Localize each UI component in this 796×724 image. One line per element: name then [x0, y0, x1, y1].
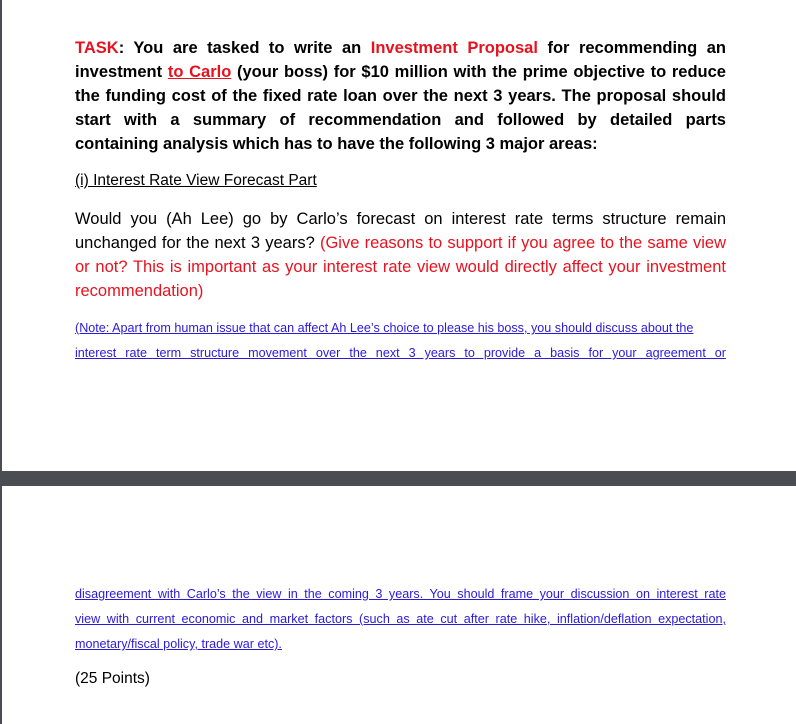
note-continued-block: [75, 582, 726, 657]
note-line-1: (Note: Apart from human issue that can affect Ah Lee’s choice to please his boss, you should discuss about the: [75, 321, 694, 335]
note-continued-line-3: monetary/fiscal policy, trade war etc).: [75, 637, 282, 651]
task-text-2: for recommending an investment: [75, 39, 726, 81]
task-label: TASK: [75, 39, 119, 57]
task-paragraph: [75, 36, 726, 156]
note-block: [75, 316, 726, 366]
points-wrap: [75, 670, 726, 688]
task-text-3: (your boss) for $10 million with the prime objective to reduce the funding cost of the fixed rate loan over the next 3 years. The proposal should start with a summary of recommendation and followed by detailed parts containing analysis which has to have the following 3 major areas:: [75, 63, 726, 153]
question-text: Would you (Ah Lee) go by Carlo’s forecast on interest rate terms structure remain unchanged for the next 3 years?: [75, 210, 726, 252]
task-colon: :: [118, 39, 125, 57]
document-page-1: [2, 0, 796, 471]
question-guidance: (Give reasons to support if you agree to the same view or not? This is important as your interest rate view would directly affect your investment recommendation): [75, 234, 726, 300]
points-label: (25 Points): [75, 670, 150, 687]
document-page-2: [2, 486, 796, 724]
note-continued-line-1: disagreement with Carlo’s the view in the coming 3 years. You should frame your discussion on interest rate: [75, 587, 726, 601]
note-line-2: interest rate term structure movement over the next 3 years to provide a basis for your agreement or: [75, 346, 726, 360]
section-heading-wrap: [75, 172, 726, 190]
task-text-1: You are tasked to write an: [133, 39, 362, 57]
investment-proposal-term: Investment Proposal: [370, 39, 538, 57]
section-heading: (i) Interest Rate View Forecast Part: [75, 172, 317, 189]
note-continued-line-2: view with current economic and market factors (such as ate cut after rate hike, inflation/deflation expectation,: [75, 612, 726, 626]
to-carlo-link[interactable]: to Carlo: [167, 63, 232, 81]
question-paragraph: [75, 207, 726, 303]
